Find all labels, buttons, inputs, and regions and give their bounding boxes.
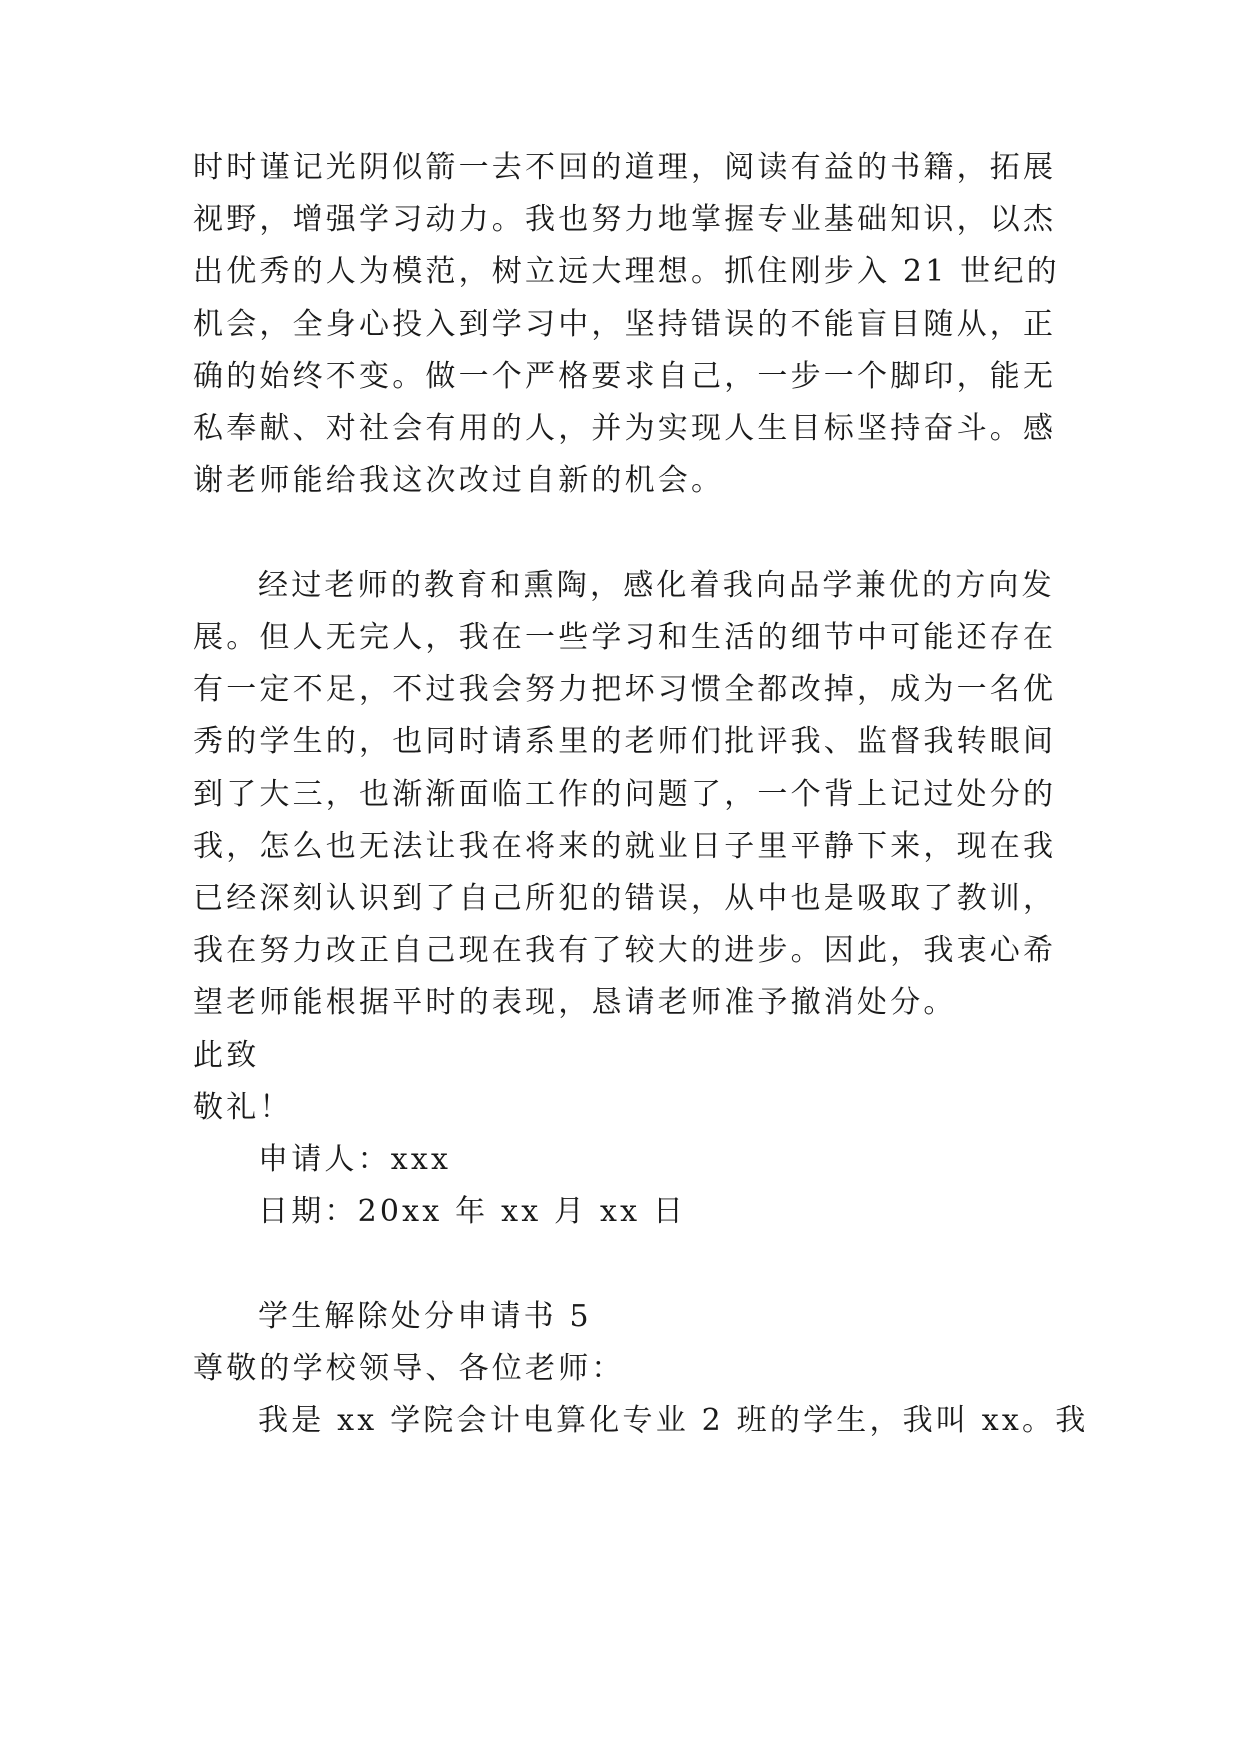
paragraph-2-line-4: 秀的学生的，也同时请系里的老师们批评我、监督我转眼间 — [193, 724, 1057, 759]
letter-title: 学生解除处分申请书 5 — [258, 1299, 592, 1334]
paragraph-2-line-3: 有一定不足，不过我会努力把坏习惯全都改掉，成为一名优 — [193, 672, 1057, 707]
paragraph-1-line-1: 时时谨记光阴似箭一去不回的道理，阅读有益的书籍，拓展 — [193, 150, 1057, 185]
date-line: 日期：20xx 年 xx 月 xx 日 — [258, 1194, 687, 1229]
paragraph-1-line-7: 谢老师能给我这次改过自新的机会。 — [193, 463, 725, 498]
paragraph-2-line-5: 到了大三，也渐渐面临工作的问题了，一个背上记过处分的 — [193, 777, 1057, 812]
paragraph-2-line-9: 望老师能根据平时的表现，恳请老师准予撤消处分。 — [193, 985, 957, 1020]
salutation: 尊敬的学校领导、各位老师： — [193, 1351, 625, 1386]
paragraph-2-line-6: 我，怎么也无法让我在将来的就业日子里平静下来，现在我 — [193, 829, 1057, 864]
paragraph-1-line-2: 视野，增强学习动力。我也努力地掌握专业基础知识，以杰 — [193, 202, 1057, 237]
paragraph-2-line-1: 经过老师的教育和熏陶，感化着我向品学兼优的方向发 — [258, 568, 1055, 603]
paragraph-2-line-8: 我在努力改正自己现在我有了较大的进步。因此，我衷心希 — [193, 933, 1057, 968]
next-paragraph-line-1: 我是 xx 学院会计电算化专业 2 班的学生，我叫 xx。我 — [258, 1403, 1089, 1438]
paragraph-1-line-6: 私奉献、对社会有用的人，并为实现人生目标坚持奋斗。感 — [193, 411, 1057, 446]
paragraph-2-line-7: 已经深刻认识到了自己所犯的错误，从中也是吸取了教训， — [193, 881, 1057, 916]
paragraph-2-line-2: 展。但人无完人，我在一些学习和生活的细节中可能还存在 — [193, 620, 1057, 655]
applicant-line: 申请人：xxx — [258, 1142, 452, 1177]
paragraph-1-line-5: 确的始终不变。做一个严格要求自己，一步一个脚印，能无 — [193, 359, 1057, 394]
closing-regards: 敬礼！ — [193, 1090, 293, 1125]
paragraph-1-line-4: 机会，全身心投入到学习中，坚持错误的不能盲目随从，正 — [193, 307, 1057, 342]
closing-greeting: 此致 — [193, 1038, 260, 1073]
paragraph-1-line-3: 出优秀的人为模范，树立远大理想。抓住刚步入 21 世纪的 — [193, 254, 1060, 289]
